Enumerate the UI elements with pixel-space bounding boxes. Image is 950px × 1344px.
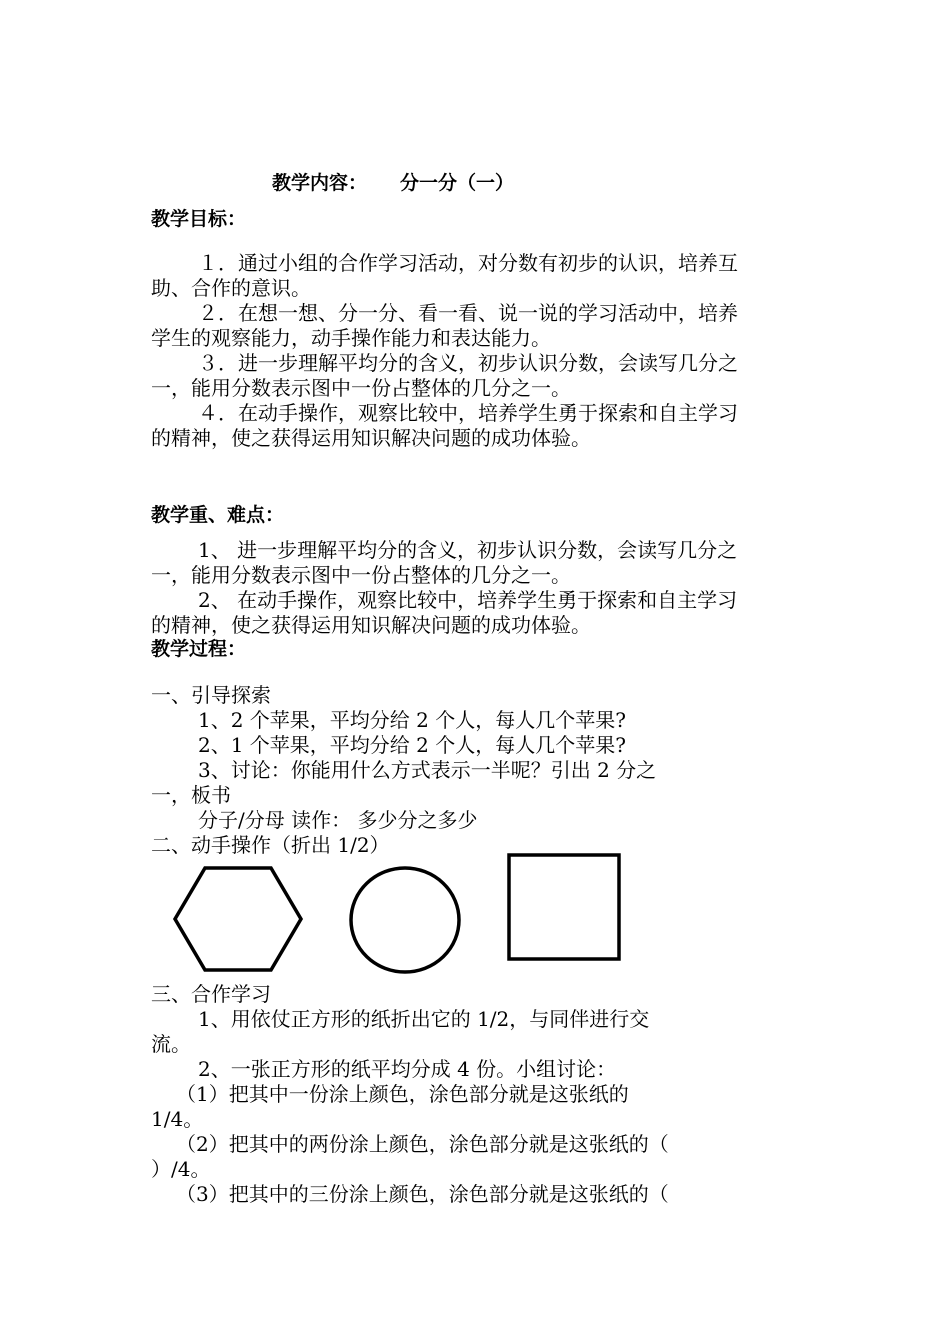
objective-line: ４．在动手操作，观察比较中，培养学生勇于探索和自主学习 xyxy=(198,401,738,425)
objective-line: １．通过小组的合作学习活动，对分数有初步的认识，培养互 xyxy=(198,251,738,275)
key-point-line: 1、 进一步理解平均分的含义，初步认识分数，会读写几分之 xyxy=(198,538,738,562)
objective-line: 学生的观察能力，动手操作能力和表达能力。 xyxy=(151,326,551,350)
process-line: ）/4。 xyxy=(151,1157,211,1181)
process-line: 1、2 个苹果，平均分给 2 个人，每人几个苹果? xyxy=(198,708,626,732)
objective-line: 助、合作的意识。 xyxy=(151,276,311,300)
objective-line: ２．在想一想、分一分、看一看、说一说的学习活动中，培养 xyxy=(198,301,738,325)
circle-shape xyxy=(347,864,463,976)
key-point-line: 一，能用分数表示图中一份占整体的几分之一。 xyxy=(151,563,571,587)
process-line: 1/4。 xyxy=(151,1107,204,1131)
square-shape xyxy=(507,853,621,961)
process-line: 一，板书 xyxy=(151,783,231,807)
process-line: 1、用依仗正方形的纸折出它的 1/2，与同伴进行交 xyxy=(198,1007,650,1031)
process-line: 3、讨论：你能用什么方式表示一半呢？引出 2 分之 xyxy=(198,758,657,782)
process-line: （1）把其中一份涂上颜色，涂色部分就是这张纸的 xyxy=(176,1082,629,1106)
title-value: 分一分（一） xyxy=(400,172,515,194)
objectives-heading: 教学目标： xyxy=(151,208,247,230)
process-line: 2、1 个苹果，平均分给 2 个人，每人几个苹果? xyxy=(198,733,626,757)
objective-line: ３．进一步理解平均分的含义，初步认识分数，会读写几分之 xyxy=(198,351,738,375)
hexagon-shape xyxy=(172,866,304,974)
objective-line: 的精神，使之获得运用知识解决问题的成功体验。 xyxy=(151,426,591,450)
process-line: （2）把其中的两份涂上颜色，涂色部分就是这张纸的（ xyxy=(176,1132,669,1156)
process-line: 分子/分母 读作： 多少分之多少 xyxy=(198,808,478,832)
section-heading: 一、引导探索 xyxy=(151,683,271,707)
objective-line: 一，能用分数表示图中一份占整体的几分之一。 xyxy=(151,376,571,400)
section-heading: 三、合作学习 xyxy=(151,982,271,1006)
process-line: （3）把其中的三份涂上颜色，涂色部分就是这张纸的（ xyxy=(176,1182,669,1206)
title-label: 教学内容： xyxy=(272,172,368,194)
process-line: 流。 xyxy=(151,1032,191,1056)
section-heading: 二、动手操作（折出 1/2） xyxy=(151,833,390,857)
process-line: 2、一张正方形的纸平均分成 4 份。小组讨论： xyxy=(198,1057,617,1081)
key-points-heading: 教学重、难点： xyxy=(151,504,285,526)
process-heading: 教学过程： xyxy=(151,638,247,660)
key-point-line: 2、 在动手操作，观察比较中，培养学生勇于探索和自主学习 xyxy=(198,588,738,612)
key-point-line: 的精神，使之获得运用知识解决问题的成功体验。 xyxy=(151,613,591,637)
